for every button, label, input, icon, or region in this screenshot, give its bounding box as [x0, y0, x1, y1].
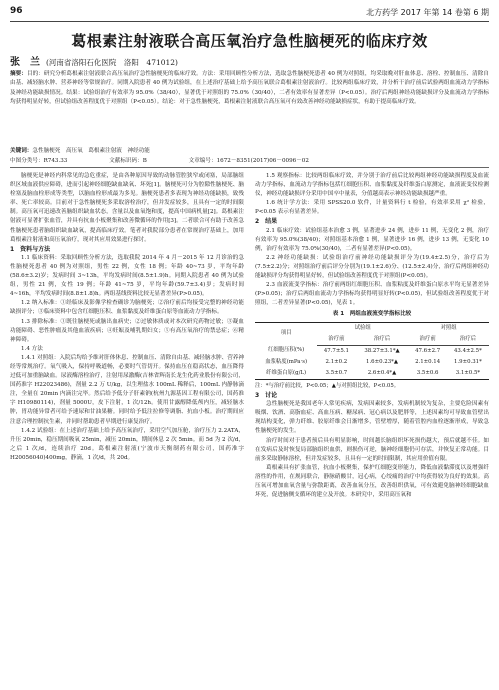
table-row [255, 345, 489, 357]
abstract [10, 70, 489, 144]
table-row [255, 368, 489, 380]
paragraph: 1.6 统计学方法：采用 SPSS20.0 软件，计量资料行 t 检验，有效率采用 χ² 检验，P<0.05 表示有显著差异。 [255, 200, 489, 216]
abstract-rule [10, 167, 489, 168]
abstract-label: 摘要： [10, 71, 27, 77]
article-title: 葛根素注射液联合高压氧治疗急性脑梗死的临床疗效 [71, 32, 428, 50]
paragraph: 1.1 临床资料：采取回顾性分析方法，选取我院 2014 年 4 月－2015 年 12 月诊治的急性脑梗死患者 40 例为对照组，男性 22 例，女性 18 例；年龄 40~73 岁，平均年龄(58.6±3.2)岁；发病时间 3~13h，平均发病时间(8.5±1.9)h。同期入院患者 40 例为试验组，男性 21 例，女性 19 例；年龄 41~75 岁，平均年龄(59.7±3.4)岁；发病时间 4~16h，平均发病时间(8.8±1.8)h。两组基线资料比较无显著差异(P>0.05)。 [10, 254, 244, 298]
paragraph: 1.2 纳入标准：①经临床及影像学检查确诊为脑梗死；②治疗前后均接受完整的神经功能缺损评分；③临床资料中包含红细胞压积、血浆黏度及纤维蛋白原等血流动力学指标。 [10, 300, 244, 316]
author-name: 张 兰 [10, 57, 40, 68]
article-number: 文章编号：1672－8351(2017)06－0096－02 [188, 158, 309, 164]
table-cell: 43.4±2.5* [454, 347, 482, 354]
table-subheader-before: 治疗前 [408, 334, 446, 346]
keywords [10, 146, 489, 154]
left-column [10, 172, 244, 684]
paragraph: 1.4.2 试验组：在上述治疗基础上给予高压氧治疗，采用空气加压舱，治疗压力 2.2ATA，升压 20min，稳压期间吸氧 25min，减压 20min，期间休息 2 次 5min。而 5d 为 2 次/d，之后 1 次/d，连续治疗 20d。葛根素注射液(宁波市天衡制药有限公司，国药准字 H20056040)400mg，静滴，1 次/d，共 20d。 [10, 427, 244, 461]
table-cell: 47.6±2.7 [415, 347, 441, 354]
section-heading: 1 资料与方法 [10, 245, 51, 253]
paragraph: 1.4 方法 [21, 345, 43, 352]
table-cell: 3.5±0.7 [317, 368, 355, 380]
right-column-bottom [255, 391, 489, 500]
table-cell: 2.1±0.2 [325, 358, 348, 365]
paragraph: 1.3 排除标准：①既往脑梗死或脑出血病史；②过敏体质或对本次研究药物过敏；③凝血功能障碍、恶性肿瘤及其他血液疾病；④妊娠及哺乳期妇女；⑤有高压氧治疗的禁忌症；⑥精神障碍。 [10, 318, 244, 343]
table-group-header [255, 322, 489, 334]
paragraph: 急性脑梗死是我国老年人常见疾病，发病因素较多，发病机制较为复杂，主要危险因素有吸烟、饮酒、高脂血症、高血压病、糖尿病、冠心病以及肥胖等，上述因素均可导致血管壁出现结构变化，弹力纤维、胶原纤维会日渐增多，管壁增厚，随着管腔内血栓逐渐形成，导致急性脑梗死的发生。 [255, 401, 489, 435]
keywords-label: 关键词： [10, 148, 33, 154]
right-column [255, 172, 489, 684]
table-cell: 3.1±0.5* [447, 368, 489, 380]
table-row-label: 纤维蛋白原(g/L) [255, 368, 317, 380]
keywords-text: 急性脑梗死 高压氧 葛根素注射液 神经功能 [32, 148, 150, 154]
table-title: 表 1 两组血液流变学指标比较 [332, 311, 412, 318]
paragraph: 2.1 临床疗效：试验组基本治愈 3 例，显著进步 24 例，进步 11 例，无变化 2 例，治疗有效率为 95.0%(38/40)；对照组基本治愈 1 例，显著进步 16 例，进步 13 例，无变化 10 例，治疗有效率为 75.0%(30/40)，二者有显著差异(P<0.05)。 [255, 227, 489, 252]
table-subheader-before: 治疗前 [317, 334, 355, 346]
table-cell: 2.6±0.4*▲ [356, 368, 409, 380]
table-cell: 1.9±0.31* [454, 358, 482, 365]
table-cell: 38.27±3.1*▲ [364, 347, 400, 354]
table-row [255, 357, 489, 368]
table-header-test-group: 试验组 [317, 322, 408, 334]
clc-code: 中图分类号：R743.33 [10, 158, 68, 164]
page-number: 96 [10, 6, 23, 16]
table-cell: 2.1±0.14 [415, 358, 441, 365]
header-rule [10, 21, 489, 22]
table-header-item: 项目 [255, 322, 317, 345]
classification-line [10, 156, 489, 164]
abstract-text: 目的：研究分析葛根素注射液联合高压氧治疗急性脑梗死的临床疗效。方法：采用回顾性分析方法，选取急性脑梗死患者 40 例为对照组，均采取晚对肝血体息、溶栓、控制血压、清除自由基、减轻脑水肿、营养神经等常规治疗。同期入院患者 40 例为试验组，在上述治疗基础上给予高压氧联合葛根素注射液治疗。比较两组临床疗效，并分析干治疗前后试验两组血流动力学指标及神经功能缺损情况。结果：试验组治疗有效率为 95.0%（38/40），显著优于对照组的 75.0%（30/40），二者有效率有显著差异（P<0.05）。治疗后两组神经功能缺损评分及血流动力学指标均获得明显好转，但试验组改善程度优于对照组（P<0.05）。结论：对于急性脑梗死，葛根素注射液联合高压氧可有效改善神经功能缺损症状，有助于提高临床疗效。 [10, 71, 489, 106]
table-subheader-after: 治疗后 [447, 334, 489, 346]
table-cell: 3.5±0.6 [408, 368, 446, 380]
table-row-label: 血浆粘度(mPa·s) [265, 358, 308, 365]
paragraph: 脑梗死是神经内科常见的急危重症，是由各种原因导致的动脉管腔狭窄或闭塞，局部脑组织区域血液供应障碍，进而引起神经细胞缺血缺氧、坏死[1]。脑梗死可分为腔隙性脑梗死、脑栓塞及脑血栓形成等类型，以脑血栓形成最为多见。脑梗死患者多表现为神经功能缺损，致残率、死亡率较高。目前对于急性脑梗死多采取溶栓治疗，但并发症较多，且具有一定的时间限制。高压氧可迅速改善脑组织缺血状态，含量以及血氧饱和度，提高中国病机量[2]。葛根素注射液可显著扩张血管，并具有抗血小板聚集和改善微循环的作用[3]。二者联合可有助于改善急性脑梗死患者脑组织缺血缺氧，提高临床疗效。笔者对我院部分患者在常规治疗基础上，加用葛根素注射液和高压氧治疗，现对其应用效果进行探讨。 [10, 173, 244, 243]
table-header-control-group: 对照组 [408, 322, 489, 334]
doc-code: 文献标识码：B [109, 158, 147, 164]
journal-name: 北方药学 2017 年第 14 卷第 6 期 [366, 8, 489, 17]
paragraph: 治疗时间对于患者预后具有明显影响，时间越长脑组织坏死损伤越大，预后就越不佳。如在发病后及时恢复局部脑组织血供，则损伤可逆，脑神经细胞仍可存活，并恢复正常功能。目前多采取静脉溶栓，但并发症较多，且具有一定的时间限制，其应用价值有限。 [255, 437, 489, 462]
table-subheader-after: 治疗后 [356, 334, 409, 346]
blood-rheology-table [255, 322, 489, 380]
paragraph: 2.3 血液流变学指标：治疗前两组红细胞压积、血浆粘度及纤维蛋白原水平均无显著差异(P>0.05)；治疗后两组血流动力学指标均获得明显好转(P<0.05)，但试验组改善程度优于对照组，二者差异显著(P<0.05)，见表 1。 [255, 282, 489, 307]
section-heading: 3 讨论 [255, 392, 278, 400]
page-header [10, 6, 489, 20]
table-body [255, 345, 489, 379]
table-row-label: 红细胞压积(%) [267, 347, 305, 354]
table-cell: 1.6±0.23*▲ [366, 358, 398, 365]
paragraph: 1.5 观察指标：比较两组临床疗效，并分别于治疗前后比较两组神经功能缺损程度及血流动力学指标，血流动力学指标包括红细胞压积、血浆黏度及纤维蛋白原测定，血液流变仪检测仪，神经功能缺损评分采用中国卒中量表，分值越高表示神经功能缺损越严重。 [255, 173, 489, 198]
author-affiliation: (河南省洛阳石化医院 洛阳 471012) [46, 58, 178, 67]
table-cell: 47.7±5.1 [323, 347, 349, 354]
right-column-top [255, 172, 489, 308]
paragraph: 1.4.1 对照组：入院后均给予维对肝体休息、控制血压、清除自由基、减轻脑水肿、营养神经等常规治疗。氧气吸入，保持呼吸道畅，必要时气管切开。保持血压在稳高状态，血压降得过低可加重脑缺血。尿液酶溶栓治疗，注射用尿激酶(吉林省辉南长龙生化药业股份有限公司，国药准字 H22023486)，剂量 2.2 万 U/kg，以生理盐水 100mL 稀释后，100mL 内静脉滴注，全量在 20min 内滴注完毕。然后给予低分子肝素钠(杭州九源基因工程有限公司，国药准字 H10980114)，剂量 5000U，皮下注射，1 次/12h。使用甘露醇降低颅内压，减轻脑水肿，胃功能异常者可给予速尿和甘油果糖。同时给予低注拉修等调脂、抗血小板。治疗期间应注意合理控制抗生素，并同时帮助患者早期进行康复治疗。 [10, 354, 244, 425]
section-heading: 2 结果 [255, 218, 278, 226]
paragraph: 葛根素具有扩张血管，抗血小板聚集，保护红细胞变形能力，降低血液黏滞度以及增强纤溶性的作用，在规同联合，静脉硝酸甘，冠心病，心绞痛的治疗中均获得较为良好的效果。高压氧可增加血氧含量与弥散距离，改善血氧分压，改善组织供氧，可有效避免脑神经细胞缺血坏死，促进脑侧支循环的建立及开放。本研究中，采用高压氧和 [255, 464, 489, 499]
paragraph: 2.2 神经功能缺损：试验组治疗前神经功能缺损评分为(19.4±2.5)分，治疗后为(7.5±2.2)分；对照组治疗前后评分分别为(19.1±2.6)分、(12.5±2.4)分，治疗后两组神经功能缺损评分均获得明显好转，但试验组改善程度优于对照组(P<0.05)。 [255, 254, 489, 280]
author-line [10, 53, 178, 68]
table-note: 注：*与治疗前比较，P<0.05；▲与对照组比较，P<0.05。 [255, 382, 400, 389]
